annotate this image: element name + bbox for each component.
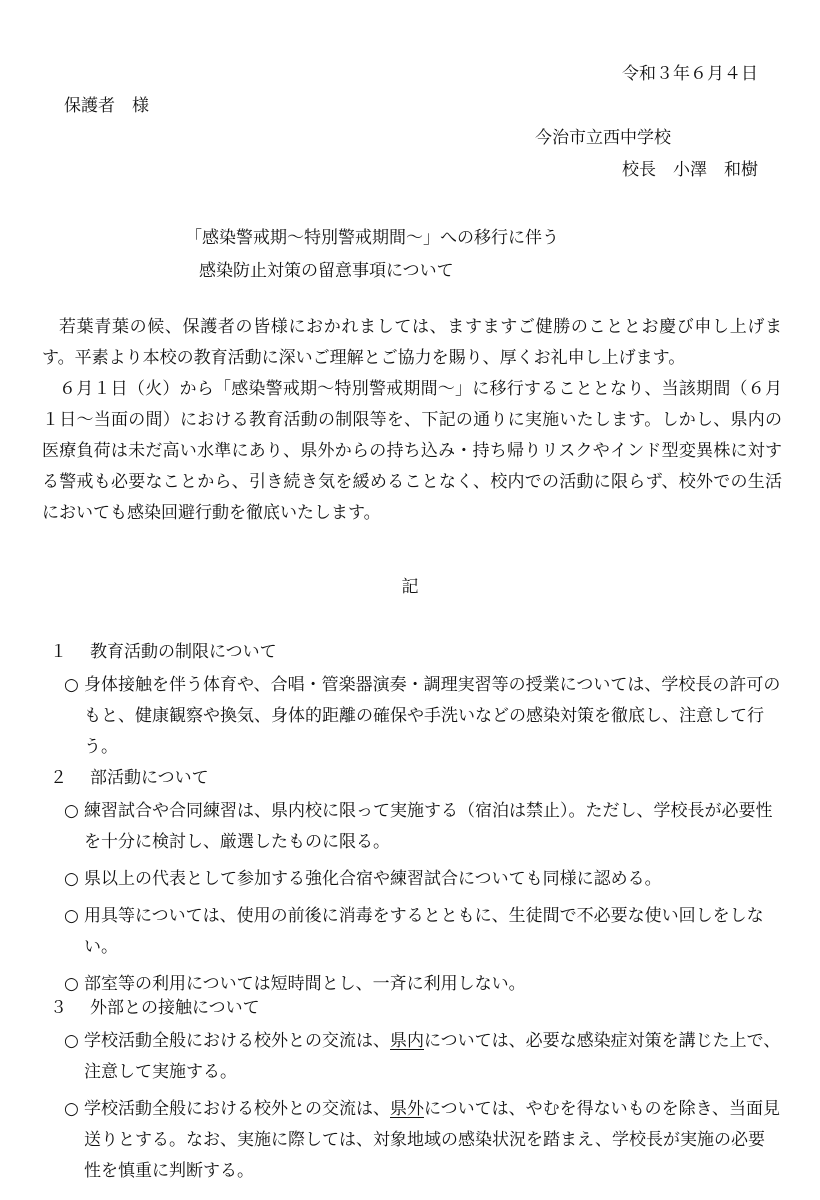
intro-paragraph-2: ６月１日（火）から「感染警戒期～特別警戒期間～」に移行することとなり、当該期間（６月１日～当面の間）における教育活動の制限等を、下記の通りに実施いたします。しかし、県内の医療負荷は未だ高い水準にあり、県外からの持ち込み・持ち帰りリスクやインド型変異株に対する警戒も必要なことから、引き続き気を緩めることなく、校内での活動に限らず、校外での生活においても感染回避行動を徹底いたします。 [42, 379, 782, 523]
section-heading [42, 996, 782, 1020]
title-line-1: 「感染警戒期～特別警戒期間～」への移行に伴う [185, 228, 559, 248]
list-item-text: 県以上の代表として参加する強化合宿や練習試合についても同様に認める。 [84, 869, 662, 889]
circle-bullet-icon: ○ [64, 1099, 79, 1119]
section-2 [42, 766, 782, 1000]
underlined-text: 県内 [390, 1031, 424, 1051]
list-item-text [84, 1026, 782, 1088]
text-segment: については、必要な感染症対策を講じた上で、注意して実施する。 [84, 1031, 781, 1082]
intro-paragraph-1: 若葉青葉の候、保護者の皆様におかれましては、ますますご健勝のこととお慶び申し上げます。平素より本校の教育活動に深いご理解とご協力を賜り、厚くお礼申し上げます。 [42, 317, 782, 368]
list-item [42, 901, 782, 963]
text-segment: 学校活動全般における校外との交流は、 [84, 1031, 390, 1051]
list-item-text: 身体接触を伴う体育や、合唱・管楽器演奏・調理実習等の授業については、学校長の許可のもと、健康観察や換気、身体的距離の確保や手洗いなどの感染対策を徹底し、注意して行う。 [84, 675, 781, 757]
text-segment: については、やむを得ないものを除き、当面見送りとする。なお、実施に際しては、対象地域の感染状況を踏まえ、学校長が実施の必要性を慎重に判断する。 [84, 1099, 780, 1181]
list-item [42, 670, 782, 763]
text-segment: 学校活動全般における校外との交流は、 [84, 1099, 390, 1119]
section-number: ３ [50, 998, 67, 1018]
list-item-text: 部室等の利用については短時間とし、一斉に利用しない。 [84, 974, 526, 994]
section-3 [42, 996, 782, 1187]
recipient: 保護者 様 [64, 96, 149, 116]
section-title: 外部との接触について [90, 998, 260, 1018]
circle-bullet-icon: ○ [64, 1031, 79, 1051]
section-number: １ [50, 642, 67, 662]
list-item-text: 練習試合や合同練習は、県内校に限って実施する（宿泊は禁止）。ただし、学校長が必要性を十分に検討し、厳選したものに限る。 [84, 801, 773, 852]
list-item-text [84, 1094, 782, 1187]
school-name: 今治市立西中学校 [535, 128, 671, 148]
document-date: 令和３年６月４日 [622, 64, 758, 84]
section-heading [42, 640, 782, 664]
list-item [42, 796, 782, 858]
section-1 [42, 640, 782, 763]
list-item [42, 1094, 782, 1187]
section-title: 教育活動の制限について [90, 642, 277, 662]
intro-text [42, 312, 782, 529]
document-title [185, 222, 559, 288]
section-number: ２ [50, 768, 67, 788]
circle-bullet-icon: ○ [64, 801, 79, 821]
circle-bullet-icon: ○ [64, 974, 79, 994]
ki-heading: 記 [401, 577, 419, 597]
title-line-2: 感染防止対策の留意事項について [199, 261, 454, 281]
circle-bullet-icon: ○ [64, 906, 79, 926]
list-item [42, 1026, 782, 1088]
section-title: 部活動について [90, 768, 209, 788]
underlined-text: 県外 [390, 1099, 424, 1119]
circle-bullet-icon: ○ [64, 869, 79, 889]
list-item [42, 864, 782, 895]
section-heading [42, 766, 782, 790]
list-item-text: 用具等については、使用の前後に消毒をするとともに、生徒間で不必要な使い回しをしない。 [84, 906, 764, 957]
principal-name: 校長 小澤 和樹 [622, 160, 758, 180]
circle-bullet-icon: ○ [64, 675, 79, 695]
